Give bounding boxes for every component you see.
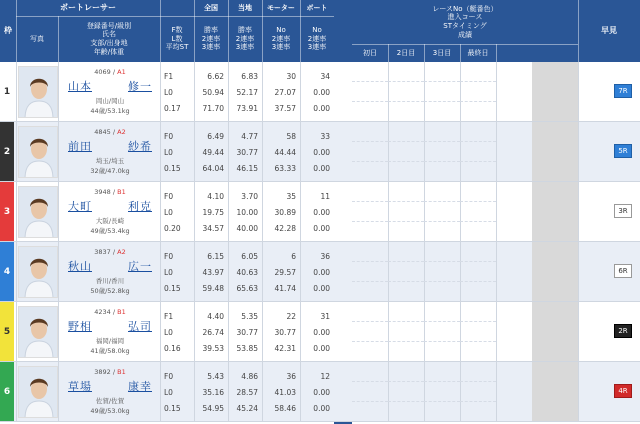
header-national: 全国 <box>204 3 218 12</box>
table-row <box>0 302 640 362</box>
stat-f: F0 L0 0.20 <box>164 192 181 233</box>
racer-info <box>60 362 160 421</box>
racer-reg: 3892 / B1 <box>94 368 126 376</box>
racer-photo <box>18 366 58 418</box>
header-boat-no: No 2連率 3連率 <box>307 25 327 52</box>
stat-nat: 6.62 50.94 71.70 <box>202 72 224 113</box>
racer-name-link[interactable]: 前田 紗希 <box>68 140 152 153</box>
hayami-race-button[interactable]: 3R <box>614 204 632 218</box>
stat-loc: 6.83 52.17 73.91 <box>236 72 258 113</box>
table-row <box>0 242 640 302</box>
hayami-race-button[interactable]: 6R <box>614 264 632 278</box>
header-day-1: 初日 <box>363 48 377 57</box>
stat-loc: 4.77 30.77 46.15 <box>236 132 258 173</box>
waku-number: 6 <box>0 362 14 421</box>
header-racer-info: 登録番号/級別 氏名 支部/出身地 年齢/体重 <box>86 21 132 56</box>
racer-name-link[interactable]: 大町 利克 <box>68 200 152 213</box>
hayami-race-button[interactable]: 7R <box>614 84 632 98</box>
header-photo: 写真 <box>30 34 44 43</box>
racer-age-weight: 50歳/52.8kg <box>90 287 130 295</box>
racer-reg: 3837 / A2 <box>94 248 126 256</box>
racer-class: A1 <box>117 68 126 76</box>
hayami-race-button[interactable]: 5R <box>614 144 632 158</box>
racer-photo <box>18 186 58 238</box>
racer-branch: 埼玉/埼玉 <box>95 157 125 165</box>
racer-info <box>60 122 160 181</box>
racer-class: B1 <box>117 368 126 376</box>
header-waku: 枠 <box>4 26 12 35</box>
hayami-race-button[interactable]: 2R <box>614 324 632 338</box>
waku-number: 5 <box>0 302 14 361</box>
racer-name-link[interactable]: 秋山 広一 <box>68 260 152 273</box>
header-day-3: 3日目 <box>432 48 452 57</box>
table-row <box>0 362 640 422</box>
race-info-header <box>352 0 640 62</box>
stat-loc: 5.35 30.77 53.85 <box>236 312 258 353</box>
stat-mot: 22 30.77 42.31 <box>274 312 296 353</box>
racer-photo <box>18 306 58 358</box>
stat-mot: 58 44.44 63.33 <box>274 132 296 173</box>
waku-number: 4 <box>0 242 14 301</box>
racer-class: B1 <box>117 308 126 316</box>
stat-boat: 12 0.00 0.00 <box>313 372 330 413</box>
header-national-rate: 勝率 2連率 3連率 <box>201 25 221 52</box>
table-row <box>0 182 640 242</box>
waku-number: 2 <box>0 122 14 181</box>
header-day-2: 2日目 <box>396 48 416 57</box>
racer-age-weight: 41歳/58.0kg <box>90 347 130 355</box>
racer-photo <box>18 66 58 118</box>
racer-class: A2 <box>117 128 126 136</box>
stat-f: F0 L0 0.15 <box>164 372 181 413</box>
header-motor-no: No 2連率 3連率 <box>271 25 291 52</box>
waku-number: 3 <box>0 182 14 241</box>
racer-info <box>60 242 160 301</box>
stat-nat: 4.10 19.75 34.57 <box>202 192 224 233</box>
header-day-final: 最終日 <box>467 48 489 57</box>
stat-mot: 36 41.03 58.46 <box>274 372 296 413</box>
stat-f: F0 L0 0.15 <box>164 252 181 293</box>
stat-boat: 31 0.00 0.00 <box>313 312 330 353</box>
racer-info <box>60 62 160 121</box>
stat-nat: 4.40 26.74 39.53 <box>202 312 224 353</box>
racer-reg: 4069 / A1 <box>94 68 126 76</box>
racer-photo-icon <box>19 307 58 358</box>
racer-name-link[interactable]: 山本 修一 <box>68 80 152 93</box>
header-local-rate: 勝率 2連率 3連率 <box>235 25 255 52</box>
racer-photo-icon <box>19 247 58 298</box>
racer-photo <box>18 246 58 298</box>
header-motor: モーター <box>267 3 295 12</box>
stat-loc: 3.70 10.00 40.00 <box>236 192 258 233</box>
header-local: 当地 <box>238 3 252 12</box>
racer-age-weight: 49歳/53.4kg <box>90 227 130 235</box>
racer-branch: 香川/香川 <box>95 277 125 285</box>
table-row <box>0 122 640 182</box>
header-f-col: F数 L数 平均ST <box>165 25 189 52</box>
stat-boat: 36 0.00 0.00 <box>313 252 330 293</box>
stat-f: F1 L0 0.17 <box>164 72 181 113</box>
racer-branch: 福岡/福岡 <box>95 337 125 345</box>
racer-reg: 4845 / A2 <box>94 128 126 136</box>
header-boat-racer: ボートレーサー <box>60 3 116 12</box>
stat-boat: 11 0.00 0.00 <box>313 192 330 233</box>
racer-branch: 佐賀/佐賀 <box>95 397 125 405</box>
racer-info <box>60 302 160 361</box>
racer-info <box>60 182 160 241</box>
racer-photo-icon <box>19 127 58 178</box>
racer-photo-icon <box>19 367 58 418</box>
racer-name-link[interactable]: 野相 弘司 <box>68 320 152 333</box>
racer-reg: 3948 / B1 <box>94 188 126 196</box>
racer-photo <box>18 126 58 178</box>
stat-boat: 33 0.00 0.00 <box>313 132 330 173</box>
header-boat: ボート <box>306 3 328 12</box>
stat-nat: 6.49 49.44 64.04 <box>202 132 224 173</box>
racer-class: A2 <box>117 248 126 256</box>
table-header <box>0 0 334 62</box>
racer-age-weight: 44歳/53.1kg <box>90 107 130 115</box>
header-race-info: レースNo（艇番色） 進入コース STタイミング 成績 <box>432 4 498 39</box>
stat-mot: 6 29.57 41.74 <box>274 252 296 293</box>
stat-mot: 30 27.07 37.57 <box>274 72 296 113</box>
stat-loc: 6.05 40.63 65.63 <box>236 252 258 293</box>
racer-name-link[interactable]: 草場 康幸 <box>68 380 152 393</box>
stat-nat: 5.43 35.16 54.95 <box>202 372 224 413</box>
waku-number: 1 <box>0 62 14 121</box>
racer-reg: 4234 / B1 <box>94 308 126 316</box>
stat-mot: 35 30.89 42.28 <box>274 192 296 233</box>
racer-class: B1 <box>117 188 126 196</box>
stat-boat: 34 0.00 0.00 <box>313 72 330 113</box>
stat-nat: 6.15 43.97 59.48 <box>202 252 224 293</box>
stat-f: F1 L0 0.16 <box>164 312 181 353</box>
stat-loc: 4.86 28.57 45.24 <box>236 372 258 413</box>
hayami-race-button[interactable]: 4R <box>614 384 632 398</box>
table-row <box>0 62 640 122</box>
stat-f: F0 L0 0.15 <box>164 132 181 173</box>
racer-photo-icon <box>19 67 58 118</box>
racer-age-weight: 49歳/53.0kg <box>90 407 130 415</box>
racer-branch: 大阪/長崎 <box>95 217 125 225</box>
racer-age-weight: 32歳/47.0kg <box>90 167 130 175</box>
header-hayami: 早見 <box>601 26 617 35</box>
racer-photo-icon <box>19 187 58 238</box>
racer-branch: 岡山/岡山 <box>95 97 125 105</box>
